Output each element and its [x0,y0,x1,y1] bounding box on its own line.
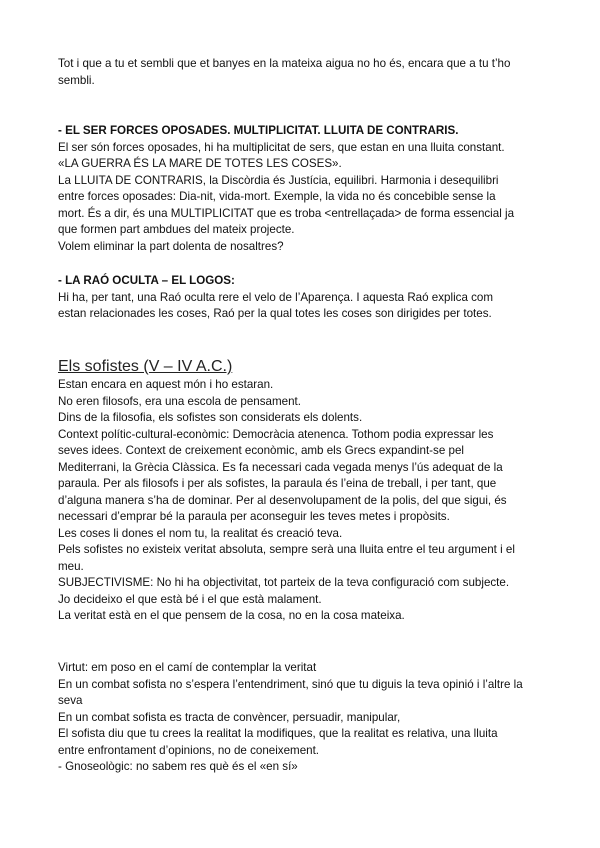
text-line: entre enfrontament d’opinions, no de coneixement. [58,743,320,757]
text-line: En un combat sofista es tracta de convèncer, persuadir, manipular, [58,710,401,724]
text-line: El sofista diu que tu crees la realitat la modifiques, que la realitat es relativa, una lluita [58,727,498,740]
section-heading: - EL SER FORCES OPOSADES. MULTIPLICITAT. LLUITA DE CONTRARIS. [58,124,459,137]
text-line: meu. [58,559,84,573]
text-line: Estan encara en aquest món i ho estaran. [58,378,274,391]
text-line: La LLUITA DE CONTRARIS, la Discòrdia és Justícia, equilibri. Harmonia i desequilibri [58,173,499,187]
text-line: El ser són forces oposades, hi ha multiplicitat de sers, que estan en una lluita constant. [58,140,505,154]
text-line: Jo decideixo el que està bé i el que està malament. [58,592,322,606]
text-line: Dins de la filosofia, els sofistes son considerats els dolents. [58,411,363,424]
text-line: necessari d’emprar bé la paraula per aconseguir les teves metes i propòsits. [58,510,450,523]
text-line: No eren filosofs, era una escola de pensament. [58,394,301,408]
text-line: Tot i que a tu et sembli que et banyes en la mateixa aigua no ho és, encara que a tu t’ho [58,57,511,70]
text-line: estan relacionades les coses, Raó per la qual totes les coses son dirigides per totes. [58,307,492,320]
text-line: Les coses li dones el nom tu, la realitat és creació teva. [58,526,343,540]
section-title: Els sofistes (V – IV A.C.) [58,358,233,375]
text-line: seva [58,694,83,707]
text-line: Pels sofistes no existeix veritat absoluta, sempre serà una lluita entre el teu argument i el [58,543,515,556]
text-line: «LA GUERRA ÉS LA MARE DE TOTES LES COSES». [58,157,342,170]
text-line: Context polític-cultural-econòmic: Democràcia atenenca. Tothom podia expressar les [58,427,494,441]
text-line: Volem eliminar la part dolenta de nosaltres? [58,239,284,253]
text-line: - Gnoseològic: no sabem res què és el «en sí» [58,760,298,773]
text-line: Mediterrani, la Grècia Clàssica. Es fa necessari cada vegada menys l’ús adequat de la [58,460,503,474]
text-line: entre forces oposades: Dia-nit, vida-mort. Exemple, la vida no és concebible sense la [58,190,496,203]
text-line: Hi ha, per tant, una Raó oculta rere el velo de l’Aparença. I aquesta Raó explica com [58,290,494,304]
intro-paragraph [58,56,548,89]
text-line: que formen part ambdues del mateix projecte. [58,223,295,236]
section-logos [58,273,548,323]
section-oposades [58,123,548,255]
text-line: d’alguna manera s’ha de dominar. Per al desenvolupament de la polis, del que sigui, és [58,493,507,507]
text-line: sembli. [58,73,95,87]
text-line: seves idees. Context de creixement econòmic, amb els Grecs expandint-se pel [58,444,464,457]
section-sofistes [58,357,548,625]
section-heading: - LA RAÓ OCULTA – EL LOGOS: [58,274,235,287]
text-line: mort. És a dir, és una MULTIPLICITAT que es troba <entrellaçada> de forma essencial ja [58,206,515,220]
text-line: SUBJECTIVISME: No hi ha objectivitat, tot parteix de la teva configuració com subjecte. [58,576,510,589]
text-line: En un combat sofista no s’espera l’entendriment, sinó que tu diguis la teva opinió i l’altre la [58,677,523,691]
text-line: La veritat està en el que pensem de la cosa, no en la cosa mateixa. [58,609,405,622]
text-line: paraula. Per als filosofs i per als sofistes, la paraula és l’eina de treball, i per tant, que [58,477,497,490]
section-virtut [58,660,548,776]
text-line: Virtut: em poso en el camí de contemplar la veritat [58,661,317,674]
